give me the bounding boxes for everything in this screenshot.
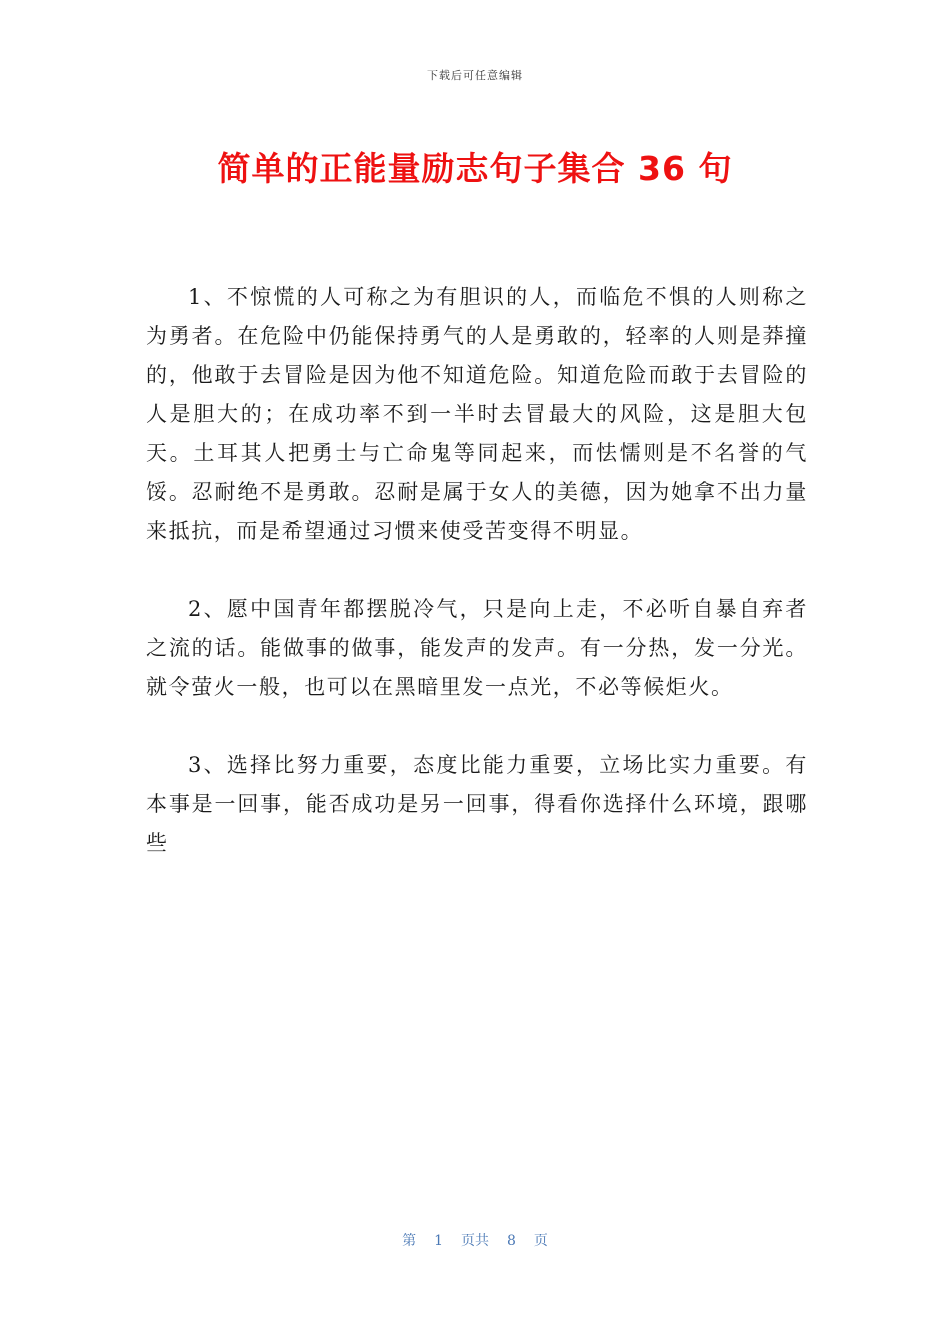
header-note: 下载后可任意编辑	[427, 69, 523, 82]
paragraph-1: 1、不惊慌的人可称之为有胆识的人，而临危不惧的人则称之为勇者。在危险中仍能保持勇气的人是勇敢的，轻率的人则是莽撞的，他敢于去冒险是因为他不知道危险。知道危险而敢于去冒险的人是胆大的；在成功率不到一半时去冒最大的风险，这是胆大包天。土耳其人把勇士与亡命鬼等同起来，而怯懦则是不名誉的气馁。忍耐绝不是勇敢。忍耐是属于女人的美德，因为她拿不出力量来抵抗，而是希望通过习惯来使受苦变得不明显。	[146, 285, 808, 543]
document-body	[146, 278, 808, 863]
document-title: 简单的正能量励志句子集合 36 句	[217, 149, 733, 188]
footer-page-current: 1	[434, 1233, 443, 1249]
footer-page-word2: 页共	[461, 1233, 489, 1249]
page-footer	[0, 1230, 950, 1250]
paragraph-3: 3、选择比努力重要，态度比能力重要，立场比实力重要。有本事是一回事，能否成功是另一回事，得看你选择什么环境，跟哪些	[146, 753, 808, 855]
footer-page-total: 8	[507, 1233, 516, 1249]
paragraph-2: 2、愿中国青年都摆脱冷气，只是向上走，不必听自暴自弃者之流的话。能做事的做事，能发声的发声。有一分热，发一分光。就令萤火一般，也可以在黑暗里发一点光，不必等候炬火。	[146, 597, 808, 699]
footer-page-word: 第	[402, 1233, 417, 1249]
footer-page-word3: 页	[533, 1233, 548, 1249]
